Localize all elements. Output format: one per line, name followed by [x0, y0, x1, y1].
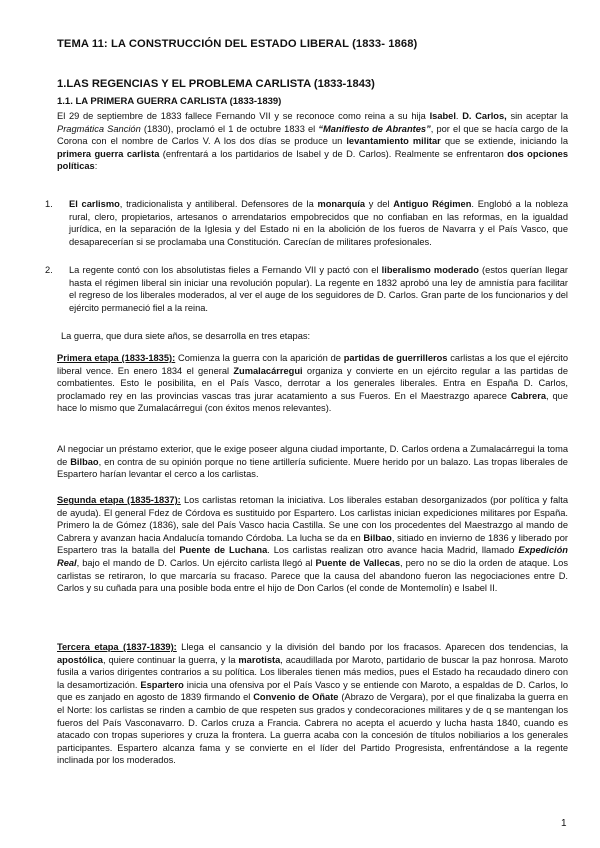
list-text: El carlismo, tradicionalista y antiliberal. Defensores de la monarquía y del Antiguo Régimen. Englobó a la nobleza rural, clero, propietarios, artesanos o arrendatarios empobrecidos que no confiaban en las reformas, en la igualdad jurídica, en la separación de la Iglesia y del Estado ni en la abolición de los fueros de Navarra y el País Vasco, que desaparecerían si se proclamaba una Constitución. Carecían de militares profesionales. [69, 199, 568, 247]
war-intro-paragraph: La guerra, que dura siete años, se desarrolla en tres etapas: [61, 331, 311, 341]
list-text: La regente contó con los absolutistas fieles a Fernando VII y pactó con el liberalismo moderado (estos querían llegar hasta el régimen liberal sin iniciar una revolución popular). La regente en 1832 aprobó una ley de amnistía para facilitar el regreso de los liberales moderados, al ver el auge de los seguidores de D. Carlos. Gran parte de los funcionarios y del ejército permaneció fiel a la reina. [69, 265, 568, 313]
document-title: TEMA 11: LA CONSTRUCCIÓN DEL ESTADO LIBERAL (1833- 1868) [57, 38, 418, 50]
list-item [45, 198, 568, 248]
intro-paragraph: El 29 de septiembre de 1833 fallece Fernando VII y se reconoce como reina a su hija Isabel. D. Carlos, sin aceptar la Pragmática Sanción (1830), proclamó el 1 de octubre 1833 el “Manifiesto de Abrantes”, por el que se hacía cargo de la Corona con el nombre de Carlos V. A los dos días se produce un levantamiento militar que se extiende, iniciando la primera guerra carlista (enfrentará a los partidarios de Isabel y de D. Carlos). Realmente se enfrentaron dos opciones políticas: [57, 111, 568, 172]
section-title: 1.LAS REGENCIAS Y EL PROBLEMA CARLISTA (1833-1843) [57, 78, 375, 90]
subsection-title: 1.1. LA PRIMERA GUERRA CARLISTA (1833-1839) [57, 96, 282, 107]
list-number: 1. [45, 199, 53, 209]
page-number: 1 [561, 818, 567, 829]
list-number: 2. [45, 265, 53, 275]
loan-paragraph: Al negociar un préstamo exterior, que le exige poseer alguna ciudad importante, D. Carlos ordena a Zumalacárregui la toma de Bilbao, en contra de su opinión porque no tiene artillería suficiente. Muere herido por un balazo. Las tropas liberales de Espartero harían levantar el cerco a los carlistas. [57, 444, 568, 480]
list-item [45, 264, 568, 314]
third-stage-paragraph: Tercera etapa (1837-1839): Llega el cansancio y la división del bando por los fracasos. Aparecen dos tendencias, la apostólica, quiere continuar la guerra, y la marotista, acaudillada por Maroto, partidario de buscar la paz honrosa. Maroto fusila a varios dirigentes contrarios a su política. Los liberales tienen más medios, pues el Estado ha recaudado dinero con la desamortización. Espartero inicia una ofensiva por el País Vasco y se entiende con Maroto, a espaldas de D. Carlos, lo que es zanjado en agosto de 1839 firmando el Convenio de Oñate (Abrazo de Vergara), por el que finalizaba la guerra en el Norte: los carlistas se rinden a cambio de que respeten sus grados y condecoraciones militares y de q se mantengan los fueros del País Vasconavarro. D. Carlos cruza a Francia. Cabrera no acepta el acuerdo y lucha hasta 1840, cuando es atacado con tropas superiores y cruza la frontera. La guerra acaba con la concesión de títulos nobiliarios a los generales participantes. Espartero alcanza fama y se convierte en el líder del Partido Progresista, enfrentándose a la regente inclinada por los moderados. [57, 642, 569, 766]
second-stage-paragraph: Segunda etapa (1835-1837): Los carlistas retoman la iniciativa. Los liberales estaban desorganizados (por política y falta de ayuda). El general Fdez de Córdova es sustituido por Espartero. Los carlistas inician expediciones militares por España. Primero la de Gómez (1836), sale del País Vasco hacia Castilla. Se une con los procedentes del Maestrazgo al mando de Cabrera y avanzan hacia Andalucía tomando Córdoba. La lucha se da en Bilbao, sitiado en invierno de 1836 y liberado por Espartero tras la batalla del Puente de Luchana. Los carlistas realizan otro avance hacia Madrid, llamado Expedición Real, bajo el mando de D. Carlos. Un ejército carlista llegó al Puente de Vallecas, pero no se dio la orden de ataque. Los carlistas se retiraron, lo que marcaría su fracaso. Parece que la causa del abandono fueron las negociaciones entre D. Carlos y su cuñada para una posible boda entre el hijo de Don Carlos (el conde de Montemolín) e Isabel II. [57, 495, 568, 594]
first-stage-paragraph: Primera etapa (1833-1835): Comienza la guerra con la aparición de partidas de guerrilleros carlistas a los que el ejército liberal vence. En enero 1834 el general Zumalacárregui organiza y convierte en un ejército regular a las partidas de combatientes. Esto le posibilita, en el País Vasco, derrotar a los generales liberales. Entra en España D. Carlos, proclamado rey en las provincias vascas tras jurar acatamiento a sus Fueros. En el Maestrazgo aparece Cabrera, que hace lo mismo que Zumalacárregui (con éxitos menos relevantes). [57, 353, 569, 414]
